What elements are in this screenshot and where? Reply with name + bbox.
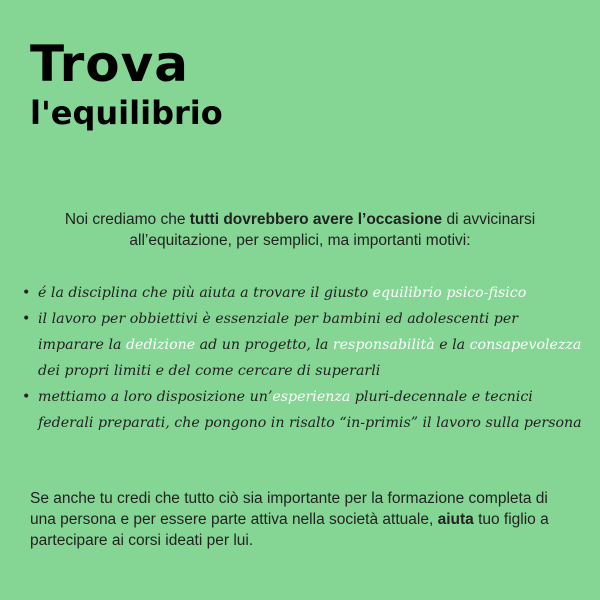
intro-paragraph: [30, 209, 570, 251]
outro-text-1: Se anche tu credi che tutto ciò sia importante per la formazione completa di una persona e per essere parte attiva nella società attuale,: [30, 490, 548, 528]
list-text: il lavoro per obbiettivi è essenziale per bambini ed adolescenti per imparare la: [38, 311, 519, 353]
list-text: pluri-decennale e tecnici federali preparati, che pongono in risalto “in-primis” il lavoro sulla persona: [38, 389, 582, 431]
bullet-icon: •: [22, 285, 31, 301]
intro-bold: tutti dovrebbero avere l’occasione: [189, 211, 443, 228]
list-text: é la disciplina che più aiuta a trovare il giusto: [38, 285, 373, 301]
list-item: [22, 384, 582, 436]
highlight-text: equilibrio psico-fisico: [372, 285, 527, 301]
outro-bold: aiuta: [437, 511, 474, 528]
list-item: [22, 280, 582, 306]
highlight-text: esperienza: [272, 389, 351, 405]
highlight-text: consapevolezza: [469, 337, 582, 353]
page-subtitle: l'equilibrio: [30, 94, 223, 132]
list-text: ad un progetto, la: [195, 337, 333, 353]
title-block: [30, 36, 223, 132]
list-item: [22, 306, 582, 384]
highlight-text: responsabilità: [332, 337, 435, 353]
bullet-icon: •: [22, 311, 31, 327]
outro-text-2: tuo figlio a partecipare ai corsi ideati per lui.: [30, 511, 549, 549]
list-text: mettiamo a loro disposizione un’: [38, 389, 273, 405]
bullet-icon: •: [22, 389, 31, 405]
list-text: e la: [434, 337, 470, 353]
list-text: dei propri limiti e del come cercare di superarli: [38, 363, 381, 379]
intro-text-1: Noi crediamo che: [64, 211, 190, 228]
outro-paragraph: [30, 488, 575, 551]
highlight-text: dedizione: [125, 337, 196, 353]
intro-text-2: di avvicinarsi all’equitazione, per semplici, ma importanti motivi:: [129, 211, 536, 249]
reasons-list: [22, 280, 582, 436]
page-title: Trova: [30, 35, 189, 93]
